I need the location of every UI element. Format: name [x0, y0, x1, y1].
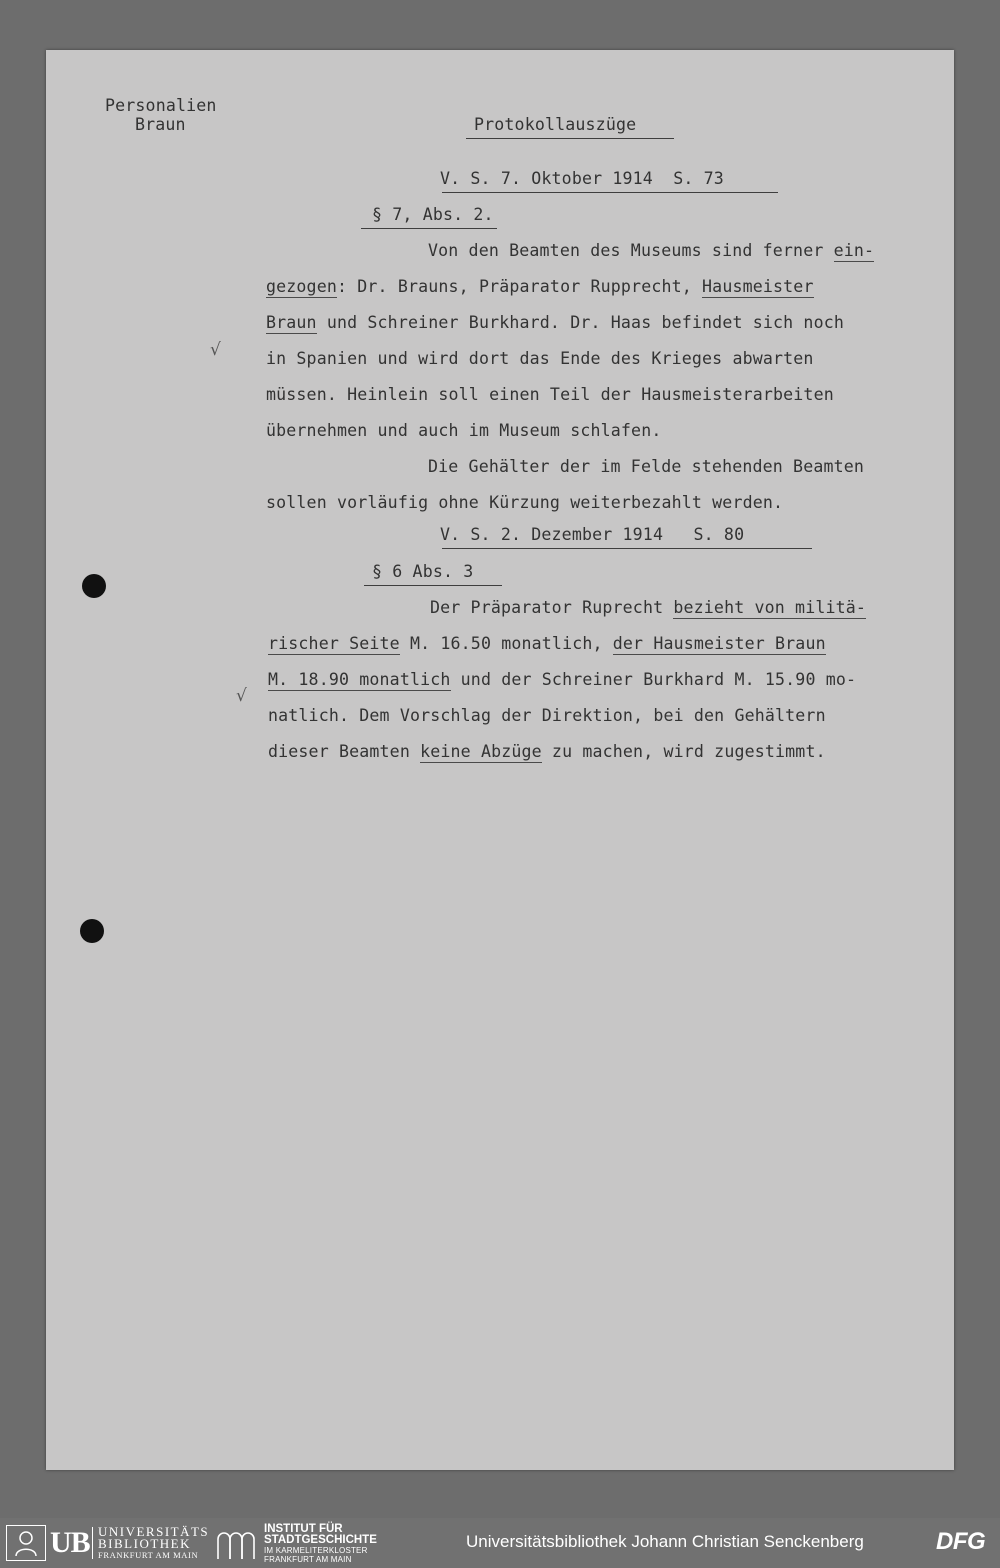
s1-line-2 [266, 277, 814, 296]
s2-text: Der Präparator Ruprecht [430, 598, 674, 617]
isg-arches-icon [214, 1525, 258, 1561]
s1-line-4: in Spanien und wird dort das Ende des Krieges abwarten [266, 349, 814, 368]
isg-logo-text [264, 1524, 377, 1564]
isg-line-3: IM KARMELITERKLOSTER [264, 1546, 368, 1555]
s1-underlined-text: ein- [833, 241, 875, 260]
s1-line-3 [266, 313, 844, 332]
s2-underlined-text: M. 18.90 monatlich [268, 670, 451, 689]
s1-line-5: müssen. Heinlein soll einen Teil der Hausmeisterarbeiten [266, 385, 834, 404]
s2-line-3 [268, 670, 856, 689]
document-page [46, 50, 954, 1470]
paragraph-ref-1: § 7, Abs. 2. [372, 205, 494, 224]
s2-line-5 [268, 742, 826, 761]
meeting-heading-1-underline [442, 192, 778, 193]
s1-underlined-text: Braun [266, 313, 317, 332]
s1-line-7: Die Gehälter der im Felde stehenden Beamten [428, 457, 865, 476]
ub-logo-icon [6, 1525, 46, 1561]
s1-line-1 [428, 241, 874, 260]
s1-line-6: übernehmen und auch im Museum schlafen. [266, 421, 662, 440]
check-mark-2: √ [236, 686, 247, 706]
isg-line-2: STADTGESCHICHTE [264, 1534, 377, 1546]
s2-line-2 [268, 634, 826, 653]
s2-text: M. 16.50 monatlich, [399, 634, 613, 653]
file-label-line2: Braun [135, 115, 186, 134]
punch-hole-bottom [80, 919, 104, 943]
s2-underlined-text: bezieht von militä- [673, 598, 867, 617]
punch-hole-top [82, 574, 106, 598]
library-name: Universitätsbibliothek Johann Christian Senckenberg [466, 1532, 864, 1551]
s2-underlined-text: rischer Seite [268, 634, 400, 653]
meeting-heading-2: V. S. 2. Dezember 1914 S. 80 [440, 525, 745, 544]
ub-line-3: FRANKFURT AM MAIN [98, 1550, 199, 1560]
s1-text: : Dr. Brauns, Präparator Rupprecht, [336, 277, 703, 296]
s2-line-1 [430, 598, 866, 617]
s2-text: dieser Beamten [268, 742, 421, 761]
ub-logo-divider [92, 1527, 93, 1559]
ub-line-2: BIBLIOTHEK [98, 1536, 191, 1551]
footer-bar [0, 1518, 1000, 1568]
meeting-heading-2-underline [442, 548, 812, 549]
s1-line-8: sollen vorläufig ohne Kürzung weiterbezahlt werden. [266, 493, 784, 512]
s2-line-4: natlich. Dem Vorschlag der Direktion, bei den Gehältern [268, 706, 826, 725]
paragraph-ref-2-underline [364, 585, 502, 586]
s2-text: zu machen, wird zugestimmt. [541, 742, 826, 761]
s2-underlined-text: der Hausmeister Braun [612, 634, 826, 653]
meeting-heading-1: V. S. 7. Oktober 1914 S. 73 [440, 169, 724, 188]
check-mark-1: √ [210, 340, 221, 360]
paragraph-ref-1-underline [361, 228, 497, 229]
s1-text: und Schreiner Burkhard. Dr. Haas befindet sich noch [316, 313, 844, 332]
dfg-logo: DFG [936, 1528, 986, 1555]
ub-line-1: UNIVERSITÄTS [98, 1524, 210, 1539]
portrait-icon [13, 1529, 39, 1557]
isg-line-4: FRANKFURT AM MAIN [264, 1555, 352, 1564]
s1-underlined-text: Hausmeister [702, 277, 814, 296]
s1-underlined-text: gezogen [266, 277, 337, 296]
document-title: Protokollauszüge [474, 115, 637, 134]
ub-logo-letters: UB [50, 1526, 90, 1559]
s1-text: Von den Beamten des Museums sind ferner [428, 241, 834, 260]
s2-text: und der Schreiner Burkhard M. 15.90 mo- [450, 670, 857, 689]
isg-line-1: INSTITUT FÜR [264, 1523, 343, 1535]
ub-logo-text [98, 1526, 209, 1561]
file-label-line1: Personalien [105, 96, 217, 115]
title-underline [466, 138, 674, 139]
s2-underlined-text: keine Abzüge [420, 742, 542, 761]
paragraph-ref-2: § 6 Abs. 3 [372, 562, 474, 581]
